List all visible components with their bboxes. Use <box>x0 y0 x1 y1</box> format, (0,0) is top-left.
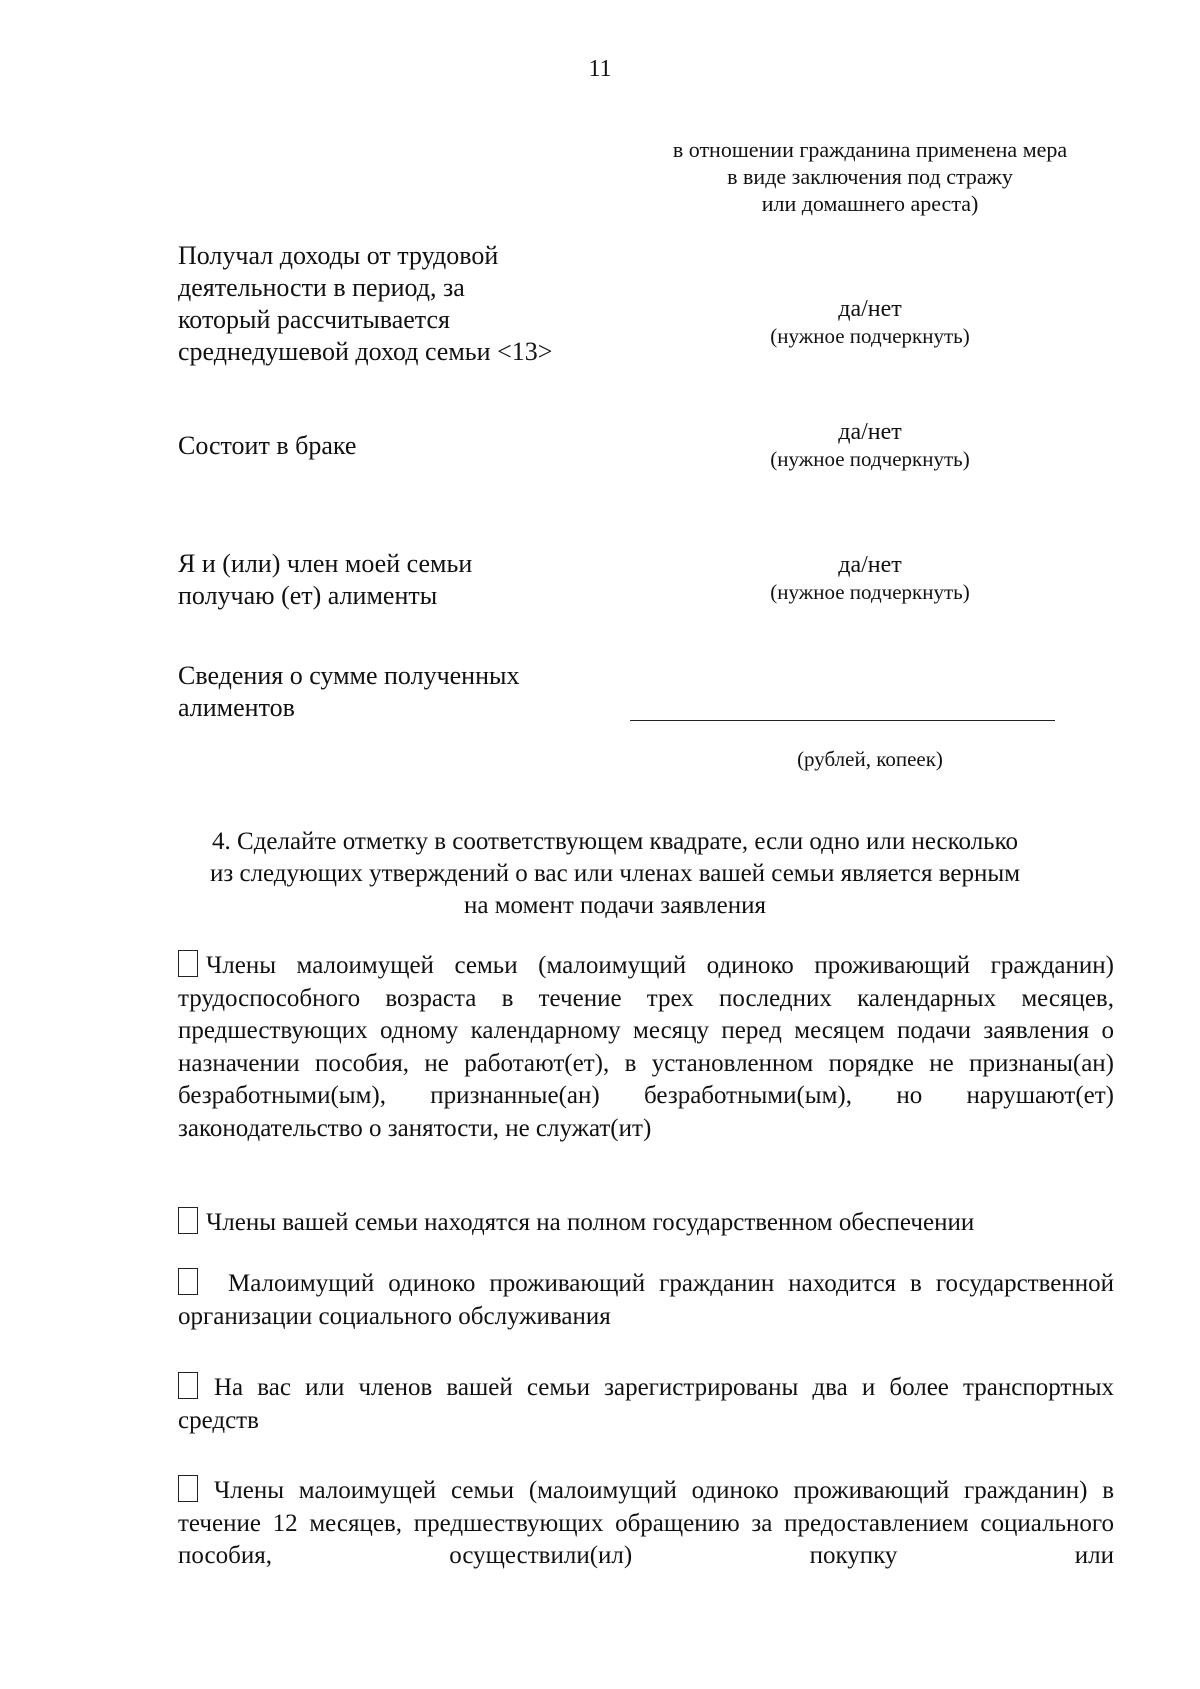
heading-line: из следующих утверждений о вас или членах вашей семьи является верным <box>209 860 1021 887</box>
label-line: среднедушевой доход семьи <13> <box>178 337 553 366</box>
checkbox[interactable] <box>178 1207 198 1234</box>
currency-caption: (рублей, копеек) <box>797 747 943 771</box>
heading-line: на момент подачи заявления <box>464 892 766 919</box>
alimony-sum-field[interactable] <box>630 690 1055 721</box>
label-line: алиментов <box>178 693 295 722</box>
alimony-receipt-label <box>178 548 658 612</box>
checkbox[interactable] <box>178 950 198 977</box>
yes-no-value[interactable]: да/нет <box>838 419 902 445</box>
checkbox[interactable] <box>178 1475 198 1502</box>
top-note-line: в виде заключения под стражу <box>727 164 1013 189</box>
checkbox-item <box>178 1475 1114 1573</box>
checkbox-item-text: Члены малоимущей семьи (малоимущий одиноко проживающий гражданин) в течение 12 месяцев, предшествующих обращению за предоставлением социального пособия, осуществили(ил) покупку или <box>178 1477 1114 1569</box>
checkbox-item-text: Члены вашей семьи находятся на полном государственном обеспечении <box>206 1209 975 1236</box>
underline-hint: (нужное подчеркнуть) <box>770 447 970 471</box>
yes-no-value[interactable]: да/нет <box>838 552 902 578</box>
checkbox-item <box>178 950 1114 1145</box>
alimony-sum-label <box>178 660 658 724</box>
underline-hint: (нужное подчеркнуть) <box>770 324 970 348</box>
marriage-label <box>178 430 658 462</box>
income-label <box>178 240 658 368</box>
label-line: деятельности в период, за <box>178 273 465 302</box>
section-4-heading <box>150 826 1080 922</box>
checkbox-item <box>178 1207 1114 1240</box>
top-note-line: в отношении гражданина применена мера <box>672 137 1068 162</box>
income-yes-no[interactable] <box>730 295 1010 349</box>
checkbox[interactable] <box>178 1372 198 1399</box>
label-line: Получал доходы от трудовой <box>178 241 499 270</box>
checkbox-item-text: Малоимущий одиноко проживающий гражданин находится в государственной организации социального обслуживания <box>178 1270 1114 1330</box>
underline-hint: (нужное подчеркнуть) <box>770 580 970 604</box>
alimony-yes-no[interactable] <box>730 551 1010 605</box>
checkbox-item <box>178 1372 1114 1437</box>
checkbox[interactable] <box>178 1268 198 1295</box>
label-line: Я и (или) член моей семьи <box>178 549 473 578</box>
heading-line: 4. Сделайте отметку в соответствующем квадрате, если одно или несколько <box>212 828 1018 855</box>
page-number: 11 <box>588 56 612 82</box>
checkbox-item <box>178 1268 1114 1333</box>
top-note <box>640 136 1100 217</box>
top-note-line: или домашнего ареста) <box>761 191 979 216</box>
label-line: который рассчитывается <box>178 305 450 334</box>
marriage-yes-no[interactable] <box>730 418 1010 472</box>
label-line: Сведения о сумме полученных <box>178 661 520 690</box>
label-line: Состоит в браке <box>178 431 357 460</box>
yes-no-value[interactable]: да/нет <box>838 296 902 322</box>
checkbox-item-text: Члены малоимущей семьи (малоимущий одиноко проживающий гражданин) трудоспособного возраста в течение трех последних календарных месяцев, предшествующих одному календарному месяцу перед месяцем подачи заявления о назначении пособия, не работают(ет), в установленном порядке не признаны(ан) безработными(ым), признанные(ан) безработными(ым), но нарушают(ет) законодательство о занятости, не служат(ит) <box>178 952 1114 1142</box>
label-line: получаю (ет) алименты <box>178 581 438 610</box>
checkbox-item-text: На вас или членов вашей семьи зарегистрированы два и более транспортных средств <box>178 1374 1114 1434</box>
